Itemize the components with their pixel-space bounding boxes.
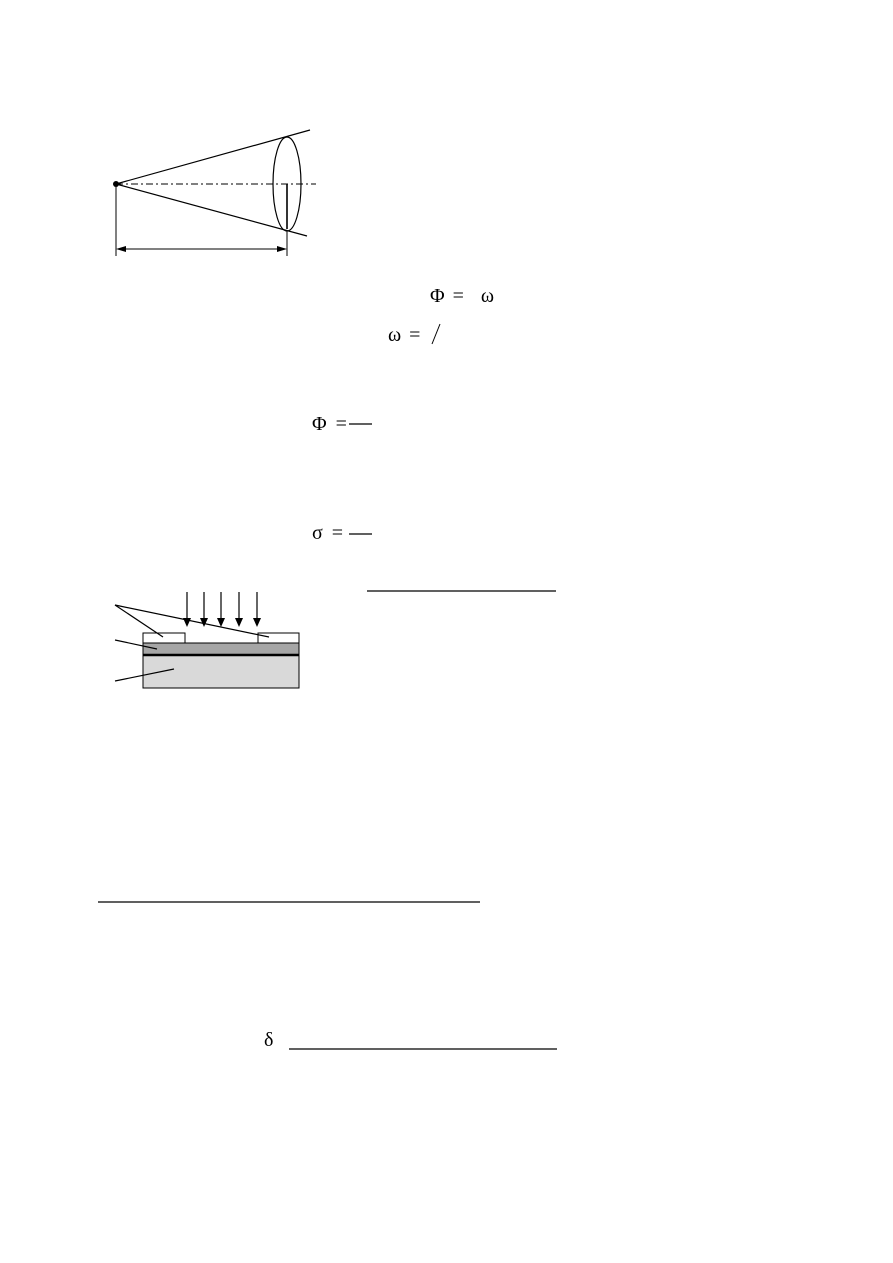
substrate-layer bbox=[143, 655, 299, 688]
mask-block-right bbox=[258, 633, 299, 643]
light-ray-arrowhead-1 bbox=[183, 618, 191, 627]
flux-symbol: Φ bbox=[312, 413, 327, 435]
equals-sign: = bbox=[331, 522, 344, 544]
formula-flux bbox=[430, 286, 494, 306]
omega-symbol: ω bbox=[480, 285, 495, 307]
equals-sign: = bbox=[335, 413, 347, 435]
formula-solid-angle bbox=[388, 325, 420, 345]
light-ray-arrowhead-5 bbox=[253, 618, 261, 627]
mask-block-left bbox=[143, 633, 185, 643]
formula-sigma bbox=[312, 523, 343, 543]
light-ray-arrowhead-3 bbox=[217, 618, 225, 627]
delta-symbol: δ bbox=[264, 1029, 274, 1051]
equals-sign: = bbox=[409, 324, 421, 346]
omega-symbol: ω bbox=[388, 324, 402, 346]
equals-sign: = bbox=[452, 285, 464, 307]
flux-symbol: Φ bbox=[430, 285, 445, 307]
sigma-symbol: σ bbox=[312, 522, 323, 544]
formula-delta bbox=[264, 1030, 273, 1050]
formula-flux-fraction bbox=[312, 414, 347, 434]
light-ray-arrowhead-4 bbox=[235, 618, 243, 627]
film-layer bbox=[143, 643, 299, 655]
solid-angle-slash bbox=[432, 324, 440, 344]
